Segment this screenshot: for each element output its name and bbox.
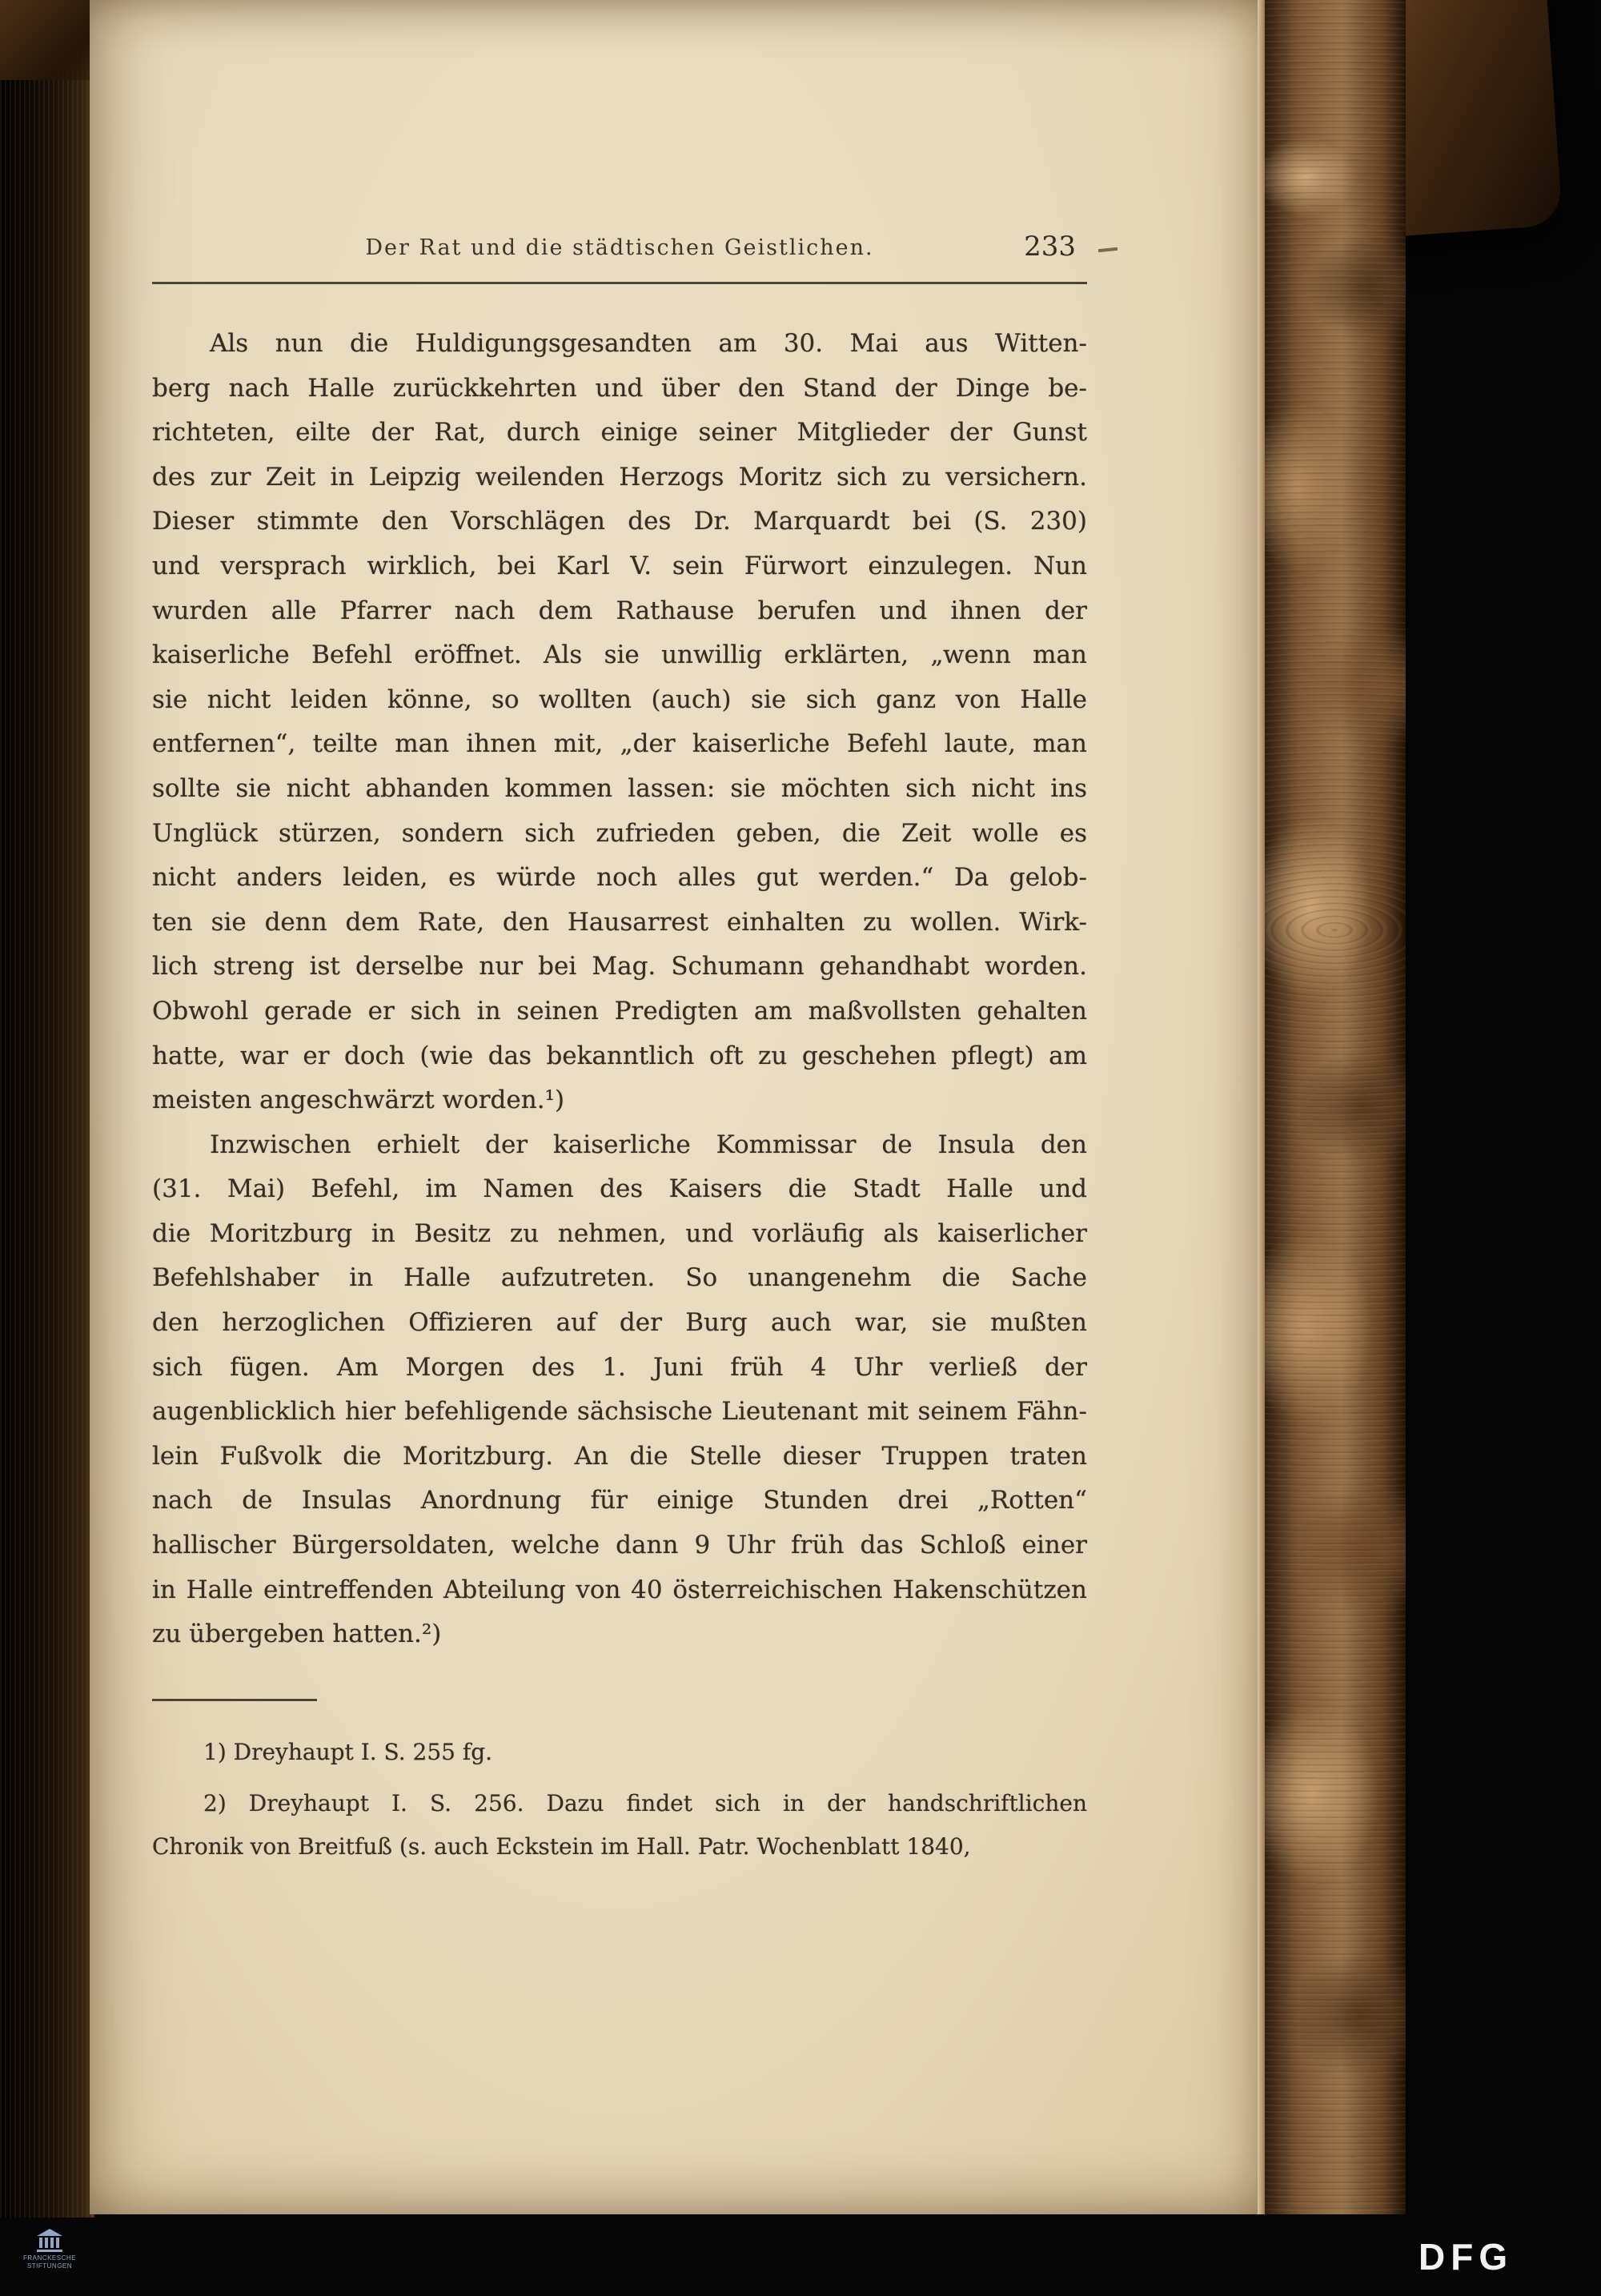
- page-number: 233: [1024, 231, 1076, 263]
- smudge-mark: [1098, 247, 1117, 252]
- text-line: entfernen“, teilte man ihnen mit, „der kaiserliche Befehl laute, man: [152, 729, 1087, 759]
- marbled-fore-edge: [1263, 0, 1406, 2214]
- footnote-1: 1) Dreyhaupt I. S. 255 fg.: [203, 1739, 493, 1765]
- text-line: richteten, eilte der Rat, durch einige seiner Mitglieder der Gunst: [152, 418, 1087, 448]
- running-title: Der Rat und die städtischen Geistlichen.: [365, 235, 874, 260]
- footnote-separator-rule: [152, 1699, 317, 1701]
- text-line: sie nicht leiden könne, so wollten (auch) sie sich ganz von Halle: [152, 684, 1087, 714]
- text-line: die Moritzburg in Besitz zu nehmen, und vorläufig als kaiserlicher: [152, 1218, 1087, 1248]
- text-line: Befehlshaber in Halle aufzutreten. So unangenehm die Sache: [152, 1263, 1087, 1293]
- footnotes: [152, 1731, 1087, 1869]
- text-column: [152, 0, 1087, 2214]
- text-line: hallischer Bürgersoldaten, welche dann 9 Uhr früh das Schloß einer: [152, 1531, 1087, 1560]
- text-line: den herzoglichen Offizieren auf der Burg auch war, sie mußten: [152, 1308, 1087, 1338]
- text-line: Als nun die Huldigungsgesandten am 30. Mai aus Witten-: [210, 329, 1087, 358]
- text-line: hatte, war er doch (wie das bekanntlich oft zu geschehen pflegt) am: [152, 1041, 1087, 1070]
- text-line: in Halle eintreffenden Abteilung von 40 österreichischen Hakenschützen: [152, 1575, 1087, 1604]
- book-gutter-edge: [0, 0, 94, 2218]
- page-header: [152, 231, 1087, 275]
- text-line: sich fügen. Am Morgen des 1. Juni früh 4 Uhr verließ der: [152, 1352, 1087, 1382]
- text-line: meisten angeschwärzt worden.¹): [152, 1086, 565, 1115]
- library-building-icon: [36, 2229, 63, 2253]
- text-line: ten sie denn dem Rate, den Hausarrest einhalten zu wollen. Wirk-: [152, 907, 1087, 937]
- text-line: kaiserliche Befehl eröffnet. Als sie unwillig erklärten, „wenn man: [152, 640, 1087, 670]
- text-line: lein Fußvolk die Moritzburg. An die Stelle dieser Truppen traten: [152, 1441, 1087, 1471]
- dfg-logo: DFG: [1418, 2236, 1514, 2278]
- text-line: Dieser stimmte den Vorschlägen des Dr. Marquardt bei (S. 230): [152, 507, 1087, 536]
- text-line: des zur Zeit in Leipzig weilenden Herzogs Moritz sich zu versichern.: [152, 462, 1087, 492]
- text-line: lich streng ist derselbe nur bei Mag. Schumann gehandhabt worden.: [152, 952, 1087, 981]
- text-line: (31. Mai) Befehl, im Namen des Kaisers die Stadt Halle und: [152, 1174, 1087, 1204]
- footnote-2-line: Chronik von Breitfuß (s. auch Eckstein im Hall. Patr. Wochenblatt 1840,: [152, 1833, 971, 1860]
- text-line: sollte sie nicht abhanden kommen lassen: sie möchten sich nicht ins: [152, 773, 1087, 803]
- scanned-page: [90, 0, 1265, 2214]
- text-line: wurden alle Pfarrer nach dem Rathause berufen und ihnen der: [152, 596, 1087, 625]
- paragraph-2: [152, 1123, 1087, 1657]
- footnote-2-line: 2) Dreyhaupt I. S. 256. Dazu findet sich in der handschriftlichen: [203, 1790, 1087, 1816]
- library-stamp: [13, 2229, 86, 2270]
- footnote-gap: [152, 1774, 1087, 1782]
- text-line: Inzwischen erhielt der kaiserliche Kommissar de Insula den: [210, 1130, 1087, 1159]
- text-line: nicht anders leiden, es würde noch alles gut werden.“ Da gelob-: [152, 863, 1087, 893]
- library-stamp-text: FRANCKESCHE: [23, 2254, 76, 2262]
- text-line: augenblicklich hier befehligende sächsische Lieutenant mit seinem Fähn-: [152, 1397, 1087, 1427]
- text-line: Obwohl gerade er sich in seinen Predigten am maßvollsten gehalten: [152, 996, 1087, 1026]
- text-line: Unglück stürzen, sondern sich zufrieden geben, die Zeit wolle es: [152, 818, 1087, 848]
- page-edge-highlight: [1258, 0, 1265, 2214]
- body-text: [152, 322, 1087, 1657]
- text-line: zu übergeben hatten.²): [152, 1620, 442, 1649]
- header-rule: [152, 282, 1087, 284]
- text-line: und versprach wirklich, bei Karl V. sein Fürwort einzulegen. Nun: [152, 551, 1087, 580]
- text-line: berg nach Halle zurückkehrten und über den Stand der Dinge be-: [152, 373, 1087, 403]
- paragraph-1: [152, 322, 1087, 1123]
- library-stamp-text: STIFTUNGEN: [26, 2262, 73, 2270]
- text-line: nach de Insulas Anordnung für einige Stunden drei „Rotten“: [152, 1486, 1087, 1515]
